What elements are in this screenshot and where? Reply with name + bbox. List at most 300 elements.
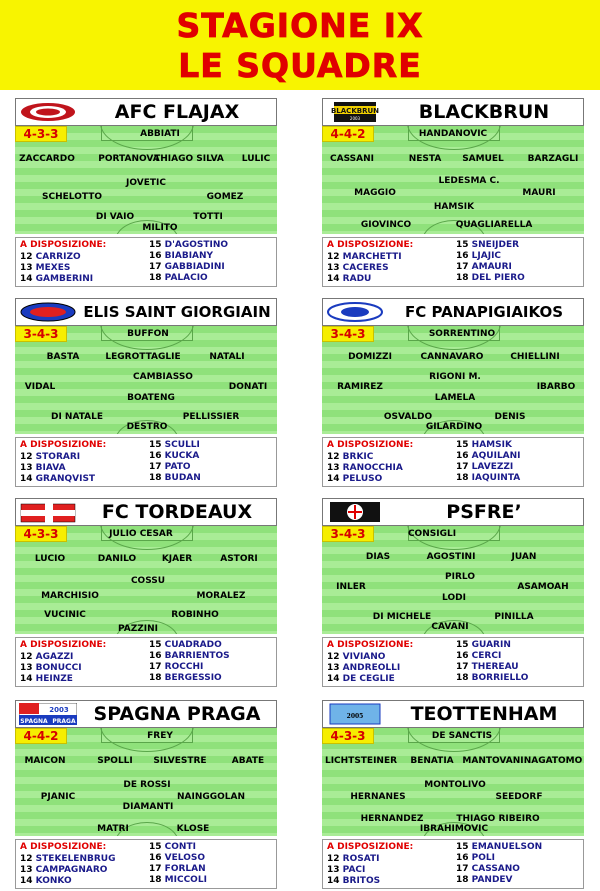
player-name: DIAMANTI — [122, 802, 174, 812]
team-name: AFC FLAJAX — [114, 101, 240, 123]
bench-number: 14 — [20, 876, 33, 886]
bench-number: 17 — [149, 462, 162, 472]
bench-player: CARRIZO — [35, 252, 81, 262]
bench-player: KUCKA — [164, 451, 200, 461]
bench-number: 16 — [149, 251, 162, 261]
bench-row — [20, 274, 93, 285]
bench-player: AQUILANI — [471, 451, 521, 461]
player-name: QUAGLIARELLA — [455, 220, 533, 230]
player-name: MANTOVANI — [462, 756, 524, 766]
bench-row — [149, 640, 222, 651]
player-name: OSVALDO — [383, 412, 433, 422]
bench-player: PALACIO — [164, 273, 208, 283]
bench-number: 18 — [456, 673, 469, 683]
player-name: PORTANOVA — [98, 154, 160, 164]
player-name: MAICON — [24, 756, 66, 766]
player-name: DESTRO — [126, 422, 168, 432]
player-name: KJAER — [161, 554, 193, 564]
bench-row — [149, 473, 201, 484]
bench-row — [20, 663, 82, 674]
bench-number: 12 — [327, 252, 340, 262]
player-name: NAINGGOLAN — [176, 792, 246, 802]
bench-row — [456, 473, 520, 484]
pitch — [15, 326, 277, 434]
player-name: ASAMOAH — [517, 582, 569, 592]
bench-row — [456, 273, 525, 284]
bench-player: BIAVA — [35, 463, 66, 473]
bench-number: 14 — [20, 474, 33, 484]
bench-label: A DISPOSIZIONE: — [327, 240, 414, 250]
player-name: NATALI — [209, 352, 245, 362]
bench-number: 15 — [149, 240, 162, 250]
title-banner — [0, 0, 600, 90]
player-name: SILVESTRE — [153, 756, 207, 766]
player-name: LODI — [442, 593, 466, 603]
player-name: LAMELA — [434, 393, 476, 403]
formation-label: 3-4-3 — [322, 526, 374, 542]
bench-number: 13 — [20, 263, 33, 273]
bench-player: PELUSO — [342, 474, 383, 484]
bench-row — [149, 842, 196, 853]
team-header — [322, 298, 584, 326]
player-name: JULIO CESAR — [109, 529, 173, 539]
bench-player: EMANUELSON — [471, 842, 543, 852]
bench-number: 14 — [20, 274, 33, 284]
bench-player: PATO — [164, 462, 191, 472]
bench-number: 13 — [20, 663, 33, 673]
player-name: CONSIGLI — [407, 529, 457, 539]
player-name: ASTORI — [220, 554, 258, 564]
bench-box — [15, 839, 277, 889]
player-name: ABBIATI — [140, 129, 180, 139]
bench-player: CAMPAGNARO — [35, 865, 108, 875]
player-name: HAMSIK — [433, 202, 475, 212]
team-name: BLACKBRUN — [418, 101, 550, 123]
bench-number: 14 — [327, 876, 340, 886]
bench-number: 16 — [456, 451, 469, 461]
formation-label: 4-4-2 — [322, 126, 374, 142]
svg-text:2003: 2003 — [349, 116, 361, 121]
bench-number: 12 — [327, 652, 340, 662]
bench-player: RADU — [342, 274, 372, 284]
bench-number: 13 — [327, 865, 340, 875]
bench-number: 12 — [327, 452, 340, 462]
player-name: BARZAGLI — [527, 154, 579, 164]
bench-number: 18 — [149, 673, 162, 683]
bench-player: POLI — [471, 853, 496, 863]
bench-row — [456, 864, 520, 875]
bench-player: STORARI — [35, 452, 81, 462]
team-card — [15, 98, 277, 286]
team-card — [322, 498, 584, 686]
player-name: DI VAIO — [95, 212, 135, 222]
bench-row — [149, 462, 191, 473]
bench-number: 16 — [149, 853, 162, 863]
player-name: CANNAVARO — [420, 352, 484, 362]
pitch — [322, 526, 584, 634]
bench-row — [327, 652, 385, 663]
bench-number: 17 — [149, 662, 162, 672]
player-name: PIRLO — [445, 572, 475, 582]
flajax-logo — [19, 101, 77, 123]
player-name: DONATI — [228, 382, 268, 392]
bench-label: A DISPOSIZIONE: — [20, 440, 107, 450]
player-name: TOTTI — [193, 212, 223, 222]
bench-row — [20, 252, 81, 263]
bench-row — [456, 451, 521, 462]
player-name: DE SANCTIS — [431, 731, 493, 741]
bench-row — [327, 674, 395, 685]
player-name: LICHTSTEINER — [324, 756, 398, 766]
team-header — [15, 298, 277, 326]
bench-label: A DISPOSIZIONE: — [20, 640, 107, 650]
bench-box — [15, 637, 277, 687]
bench-player: FORLAN — [164, 864, 206, 874]
player-name: LEGROTTAGLIE — [105, 352, 181, 362]
player-name: SCHELOTTO — [42, 192, 102, 202]
team-name: SPAGNA PRAGA — [93, 703, 261, 725]
team-card — [322, 98, 584, 286]
bench-player: BIABIANY — [164, 251, 214, 261]
bench-row — [149, 853, 205, 864]
teottenham-logo — [326, 703, 384, 725]
formation-label: 4-3-3 — [322, 728, 374, 744]
bench-row — [149, 864, 206, 875]
bench-number: 12 — [20, 854, 33, 864]
bench-row — [20, 263, 70, 274]
player-name: THIAGO RIBEIRO — [456, 814, 540, 824]
bench-row — [327, 663, 400, 674]
bench-box — [322, 637, 584, 687]
bench-player: CACERES — [342, 263, 389, 273]
svg-text:2005: 2005 — [346, 713, 364, 720]
bench-number: 15 — [456, 240, 469, 250]
player-name: CHIELLINI — [510, 352, 560, 362]
team-name: TEOTTENHAM — [410, 703, 558, 725]
player-name: LUCIO — [34, 554, 66, 564]
bench-row — [20, 674, 73, 685]
bench-player: THEREAU — [471, 662, 519, 672]
player-name: BENATIA — [410, 756, 454, 766]
bench-player: MARCHETTI — [342, 252, 402, 262]
bench-number: 12 — [20, 652, 33, 662]
player-name: PJANIC — [40, 792, 76, 802]
bench-player: IAQUINTA — [471, 473, 521, 483]
bench-player: BRKIC — [342, 452, 374, 462]
bench-player: CONTI — [164, 842, 196, 852]
team-header — [322, 498, 584, 526]
bench-player: VELOSO — [164, 853, 205, 863]
team-name: PSFRE’ — [446, 501, 522, 523]
player-name: KLOSE — [176, 824, 210, 834]
player-name: GILARDINO — [425, 422, 483, 432]
bench-box — [322, 437, 584, 487]
player-name: NAGATOMO — [523, 756, 583, 766]
bench-row — [327, 854, 380, 865]
player-name: HANDANOVIC — [418, 129, 488, 139]
bench-player: STEKELENBRUG — [35, 854, 116, 864]
bench-row — [149, 440, 200, 451]
bench-row — [456, 842, 542, 853]
bench-row — [20, 865, 107, 876]
player-name: RIGONI M. — [429, 372, 481, 382]
player-name: CASSANI — [330, 154, 374, 164]
player-name: MAURI — [522, 188, 556, 198]
bench-number: 14 — [20, 674, 33, 684]
bench-player: BONUCCI — [35, 663, 82, 673]
bench-row — [456, 251, 501, 262]
bench-number: 18 — [149, 875, 162, 885]
bench-player: ANDREOLLI — [342, 663, 401, 673]
bench-row — [20, 876, 72, 887]
bench-number: 13 — [20, 865, 33, 875]
player-name: MILITO — [142, 223, 178, 233]
bench-number: 16 — [456, 853, 469, 863]
bench-number: 13 — [20, 463, 33, 473]
bench-row — [149, 875, 207, 886]
bench-row — [456, 240, 519, 251]
bench-row — [327, 876, 380, 887]
player-name: LEDESMA C. — [438, 176, 500, 186]
bench-player: MEXES — [35, 263, 71, 273]
bench-number: 12 — [20, 252, 33, 262]
tordeaux-logo — [19, 501, 77, 523]
pitch — [322, 126, 584, 234]
player-name: DOMIZZI — [348, 352, 392, 362]
player-name: ABATE — [231, 756, 265, 766]
team-card — [15, 298, 277, 486]
bench-number: 16 — [149, 651, 162, 661]
team-name: FC TORDEAUX — [101, 501, 253, 523]
bench-player: BERGESSIO — [164, 673, 222, 683]
svg-text:SPAGNA: SPAGNA — [20, 718, 48, 725]
title-line-1: STAGIONE IX — [176, 6, 424, 45]
bench-row — [456, 853, 495, 864]
bench-number: 15 — [456, 640, 469, 650]
player-name: VIDAL — [24, 382, 56, 392]
bench-player: ROCCHI — [164, 662, 204, 672]
formation-label: 3-4-3 — [322, 326, 374, 342]
team-card — [322, 700, 584, 888]
bench-row — [456, 673, 528, 684]
bench-player: GABBIADINI — [164, 262, 225, 272]
player-name: MATRI — [97, 824, 129, 834]
pitch — [15, 526, 277, 634]
team-header — [322, 700, 584, 728]
bench-row — [327, 463, 403, 474]
bench-number: 16 — [456, 651, 469, 661]
bench-number: 17 — [149, 864, 162, 874]
bench-number: 12 — [20, 452, 33, 462]
bench-player: GUARIN — [471, 640, 511, 650]
bench-number: 18 — [149, 473, 162, 483]
bench-row — [456, 262, 512, 273]
bench-number: 13 — [327, 463, 340, 473]
bench-box — [15, 437, 277, 487]
bench-row — [149, 240, 228, 251]
player-name: DENIS — [494, 412, 526, 422]
team-header — [322, 98, 584, 126]
player-name: PAZZINI — [117, 624, 159, 634]
bench-box — [15, 237, 277, 287]
formation-label: 4-4-2 — [15, 728, 67, 744]
player-name: DE ROSSI — [123, 780, 171, 790]
player-name: RAMIREZ — [337, 382, 383, 392]
player-name: JUAN — [511, 552, 537, 562]
formation-label: 4-3-3 — [15, 126, 67, 142]
bench-row — [456, 662, 519, 673]
elis-logo — [19, 301, 77, 323]
player-name: GOMEZ — [206, 192, 244, 202]
bench-player: LJAJIC — [471, 251, 502, 261]
pitch — [322, 728, 584, 836]
player-name: PINILLA — [494, 612, 534, 622]
bench-label: A DISPOSIZIONE: — [327, 640, 414, 650]
player-name: VUCINIC — [44, 610, 86, 620]
svg-text:PRAGA: PRAGA — [52, 718, 76, 725]
player-name: BOATENG — [127, 393, 175, 403]
bench-row — [20, 463, 66, 474]
bench-number: 13 — [327, 663, 340, 673]
bench-number: 14 — [327, 474, 340, 484]
bench-row — [149, 262, 225, 273]
bench-number: 17 — [456, 864, 469, 874]
bench-player: CUADRADO — [164, 640, 222, 650]
player-name: IBRAHIMOVIC — [419, 824, 489, 834]
bench-player: BARRIENTOS — [164, 651, 230, 661]
player-name: THIAGO SILVA — [154, 154, 224, 164]
bench-player: BUDAN — [164, 473, 201, 483]
bench-box — [322, 839, 584, 889]
player-name: FREY — [147, 731, 173, 741]
bench-player: BORRIELLO — [471, 673, 529, 683]
panapigiaikos-logo — [326, 301, 384, 323]
player-name: ZACCARDO — [19, 154, 75, 164]
bench-number: 16 — [149, 451, 162, 461]
bench-number: 13 — [327, 263, 340, 273]
bench-row — [456, 651, 501, 662]
player-name: MONTOLIVO — [424, 780, 486, 790]
bench-number: 16 — [456, 251, 469, 261]
bench-row — [456, 640, 511, 651]
bench-label: A DISPOSIZIONE: — [327, 440, 414, 450]
player-name: COSSU — [130, 576, 166, 586]
pitch — [15, 728, 277, 836]
player-name: GIOVINCO — [360, 220, 412, 230]
bench-row — [149, 662, 203, 673]
bench-player: ROSATI — [342, 854, 380, 864]
player-name: JOVETIC — [126, 178, 166, 188]
team-header — [15, 498, 277, 526]
bench-row — [327, 274, 371, 285]
bench-player: DE CEGLIE — [342, 674, 395, 684]
bench-number: 17 — [456, 262, 469, 272]
player-name: IBARBO — [536, 382, 576, 392]
player-name: MARCHISIO — [41, 591, 99, 601]
bench-player: AGAZZI — [35, 652, 74, 662]
blackbrun-logo — [326, 101, 384, 123]
bench-row — [327, 865, 365, 876]
player-name: NESTA — [408, 154, 442, 164]
bench-row — [456, 440, 512, 451]
bench-box — [322, 237, 584, 287]
bench-player: PANDEV — [471, 875, 513, 885]
bench-number: 17 — [456, 462, 469, 472]
player-name: DIAS — [365, 552, 391, 562]
bench-player: AMAURI — [471, 262, 512, 272]
bench-number: 18 — [456, 875, 469, 885]
bench-label: A DISPOSIZIONE: — [327, 842, 414, 852]
player-name: AGOSTINI — [426, 552, 476, 562]
player-name: SORRENTINO — [428, 329, 496, 339]
player-name: DANILO — [97, 554, 137, 564]
player-name: HERNANES — [350, 792, 406, 802]
bench-row — [327, 452, 373, 463]
formation-label: 4-3-3 — [15, 526, 67, 542]
bench-player: GAMBERINI — [35, 274, 94, 284]
player-name: SAMUEL — [462, 154, 504, 164]
team-card — [15, 498, 277, 686]
player-name: BUFFON — [127, 329, 169, 339]
bench-player: DEL PIERO — [471, 273, 525, 283]
bench-row — [149, 451, 199, 462]
spagna-praga-logo — [19, 703, 77, 725]
bench-row — [20, 452, 80, 463]
bench-player: D'AGOSTINO — [164, 240, 229, 250]
player-name: INLER — [336, 582, 366, 592]
pitch — [322, 326, 584, 434]
svg-text:BLACKBRUN: BLACKBRUN — [330, 107, 380, 115]
bench-row — [20, 474, 95, 485]
bench-number: 15 — [149, 842, 162, 852]
bench-player: CERCI — [471, 651, 502, 661]
player-name: LULIC — [241, 154, 271, 164]
bench-row — [327, 252, 402, 263]
team-header — [15, 700, 277, 728]
bench-row — [20, 652, 73, 663]
bench-row — [456, 462, 513, 473]
bench-row — [456, 875, 513, 886]
team-name: FC PANAPIGIAIKOS — [404, 303, 564, 321]
svg-text:2003: 2003 — [49, 706, 69, 714]
bench-number: 18 — [149, 273, 162, 283]
player-name: PELLISSIER — [182, 412, 240, 422]
bench-row — [149, 251, 213, 262]
team-card — [15, 700, 277, 888]
team-header — [15, 98, 277, 126]
player-name: MAGGIO — [354, 188, 396, 198]
bench-player: PACI — [342, 865, 366, 875]
bench-row — [149, 651, 230, 662]
bench-row — [327, 263, 389, 274]
title-line-2: LE SQUADRE — [178, 46, 422, 85]
bench-number: 14 — [327, 274, 340, 284]
bench-player: BRITOS — [342, 876, 381, 886]
bench-number: 17 — [456, 662, 469, 672]
formation-label: 3-4-3 — [15, 326, 67, 342]
bench-player: HEINZE — [35, 674, 73, 684]
player-name: MORALEZ — [196, 591, 246, 601]
bench-row — [149, 273, 208, 284]
bench-row — [149, 673, 222, 684]
bench-player: SCULLI — [164, 440, 200, 450]
bench-player: LAVEZZI — [471, 462, 514, 472]
player-name: HERNANDEZ — [360, 814, 424, 824]
player-name: SEEDORF — [495, 792, 543, 802]
bench-number: 15 — [149, 440, 162, 450]
bench-number: 15 — [149, 640, 162, 650]
bench-row — [20, 854, 115, 865]
